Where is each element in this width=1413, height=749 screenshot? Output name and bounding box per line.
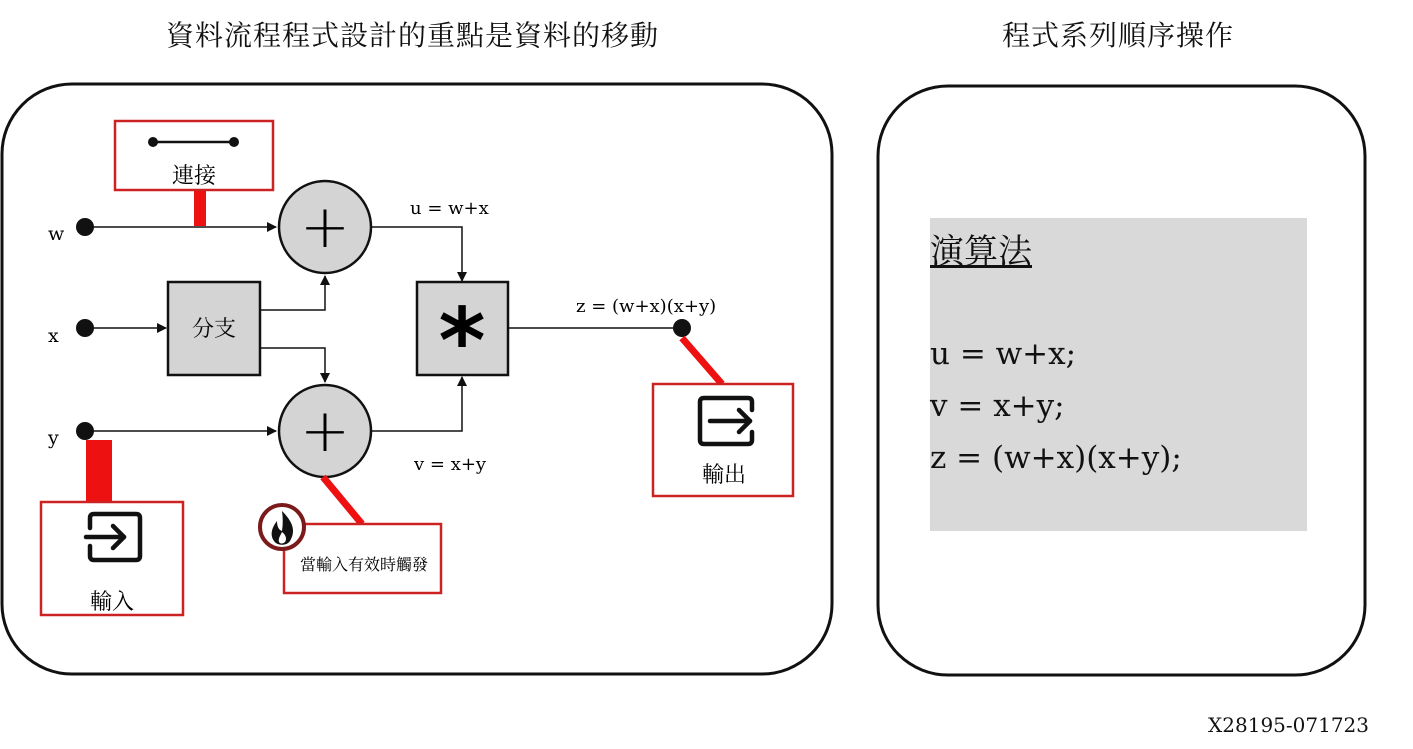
input-callout-label: 輸入 — [89, 590, 135, 615]
dataflow-title: 資料流程程式設計的重點是資料的移動 — [166, 19, 660, 52]
code-line-u: u = w+x; — [930, 336, 1077, 372]
equation-v: v = x+y — [414, 454, 487, 475]
equation-u: u = w+x — [410, 198, 489, 219]
input-label-y: y — [48, 427, 59, 449]
figure-id: X28195-071723 — [1208, 713, 1369, 737]
algorithm-title: 演算法 — [930, 232, 1032, 272]
input-label-x: x — [48, 325, 59, 347]
wire-add1-to-mult — [372, 227, 462, 281]
code-line-z: z = (w+x)(x+y); — [930, 440, 1182, 476]
trigger-callout-label: 當輸入有效時觸發 — [299, 555, 429, 574]
input-callout-leader — [86, 440, 112, 502]
fire-icon — [260, 505, 304, 549]
output-callout-label: 輸出 — [701, 463, 747, 488]
algorithm-panel — [930, 218, 1307, 531]
multiply-symbol: * — [438, 289, 486, 394]
trigger-callout-leader — [323, 477, 362, 524]
wire-branch-to-add2 — [260, 348, 325, 382]
adder-symbol-2: + — [299, 396, 351, 466]
input-label-w: w — [48, 223, 65, 245]
output-callout-leader — [682, 338, 722, 384]
sequential-title: 程式系列順序操作 — [1002, 19, 1235, 52]
branch-label: 分支 — [191, 317, 237, 342]
equation-z: z = (w+x)(x+y) — [576, 296, 717, 317]
output-port — [673, 319, 691, 337]
connect-callout-leader — [194, 190, 206, 226]
wire-branch-to-add1 — [260, 276, 325, 310]
adder-symbol-1: + — [299, 192, 351, 262]
connect-callout-label: 連接 — [171, 164, 217, 189]
code-line-v: v = x+y; — [930, 388, 1065, 424]
